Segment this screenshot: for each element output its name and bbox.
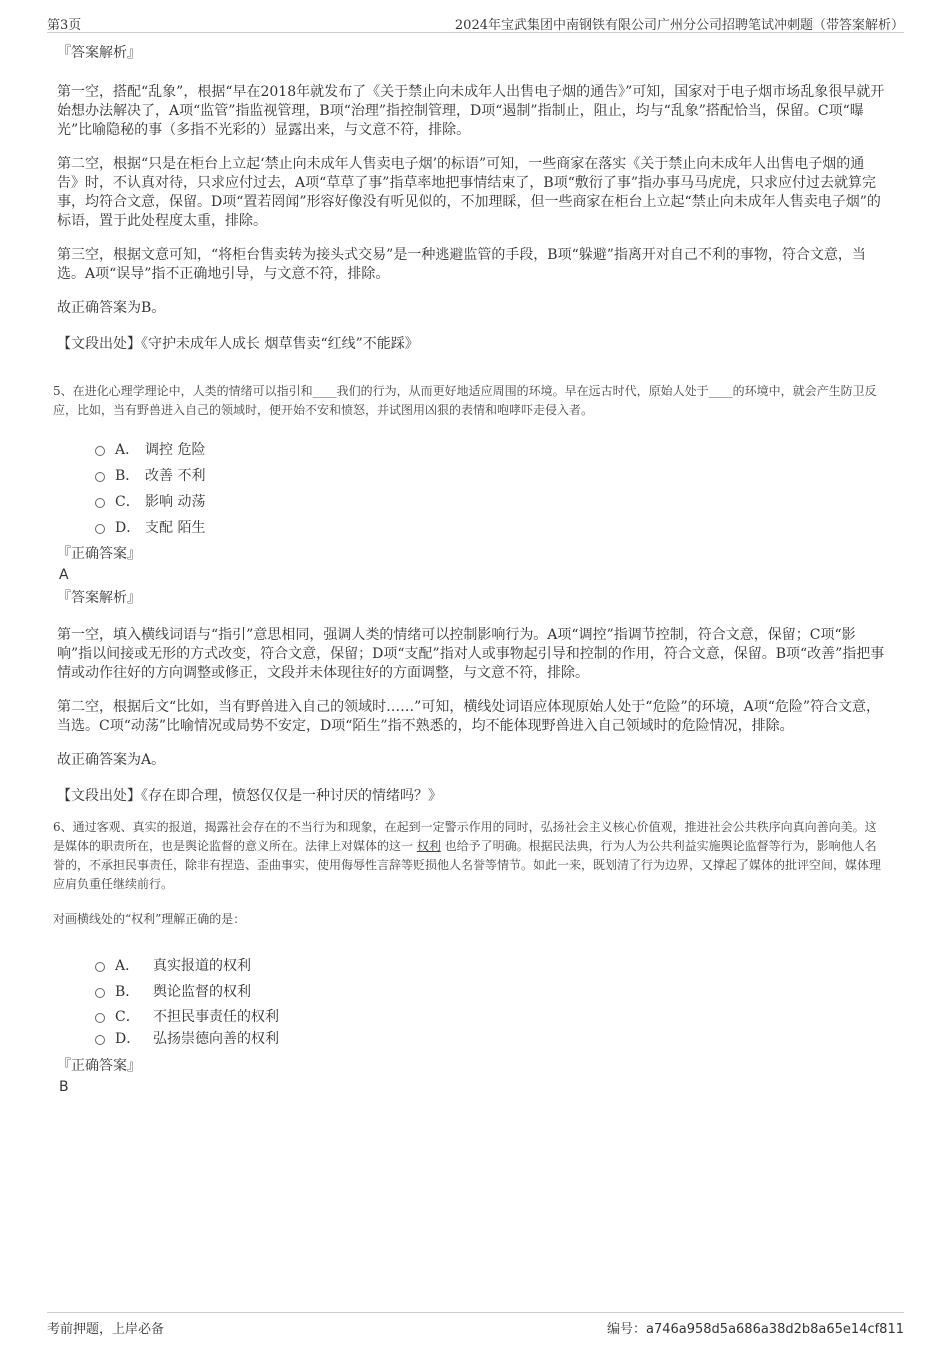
radio-icon[interactable] (95, 498, 105, 508)
q6-prompt: 对画横线处的“权利”理解正确的是： (53, 912, 246, 926)
q6-correct-heading: 『正确答案』 (57, 1058, 141, 1074)
q5-correct-heading: 『正确答案』 (57, 546, 141, 562)
document-code: 编号：a746a958d5a686a38d2b8a65e14cf811 (606, 1322, 904, 1337)
q5-conclusion: 故正确答案为A。 (57, 752, 166, 768)
q6-option-b[interactable]: B． 舆论监督的权利 (95, 979, 885, 1005)
page-footer (47, 1312, 904, 1337)
radio-icon[interactable] (95, 1035, 105, 1045)
q5-option-b[interactable]: B． 改善 不利 (95, 463, 885, 489)
underlined-term: 权利 (416, 839, 441, 853)
page-header (47, 10, 904, 33)
q6-options (95, 953, 885, 1049)
q6-stem: 6、通过客观、真实的报道，揭露社会存在的不当行为和现象，在起到一定警示作用的同时，弘扬社会主义核心价值观，推进社会公共秩序向真向善向美。这是媒体的职责所在，也是舆论监督的意义所在。法律上对媒体的这一 权利 也给予了明确。根据民法典，行为人为公共利益实施舆论监督等行为，影响他人名誉的，不承担民事责任，除非有捏造、歪曲事实，使用侮辱性言辞等贬损他人名誉等情节。如此一来，既划清了行为边界，又撑起了媒体的批评空间，媒体理应肩负重任继续前行。 (53, 820, 882, 891)
q4-analysis-para-3: 第三空，根据文意可知，“将柜台售卖转为接头式交易”是一种逃避监管的手段，B项“躲避”指离开对自己不利的事物，符合文意，当选。A项“误导”指不正确地引导，与文意不符，排除。 (57, 247, 866, 282)
page-number: 第3页 (47, 18, 82, 33)
q5-option-c[interactable]: C． 影响 动荡 (95, 489, 885, 515)
q5-options (95, 437, 885, 541)
q5-option-d[interactable]: D． 支配 陌生 (95, 515, 885, 541)
q5-analysis-heading: 『答案解析』 (57, 590, 141, 606)
q5-option-a[interactable]: A． 调控 危险 (95, 437, 885, 463)
radio-icon[interactable] (95, 1013, 105, 1023)
q4-source: 【文段出处】《守护未成年人成长 烟草售卖“红线”不能踩》 (57, 336, 419, 352)
q6-option-c[interactable]: C． 不担民事责任的权利 (95, 1005, 885, 1029)
document-title: 2024年宝武集团中南钢铁有限公司广州分公司招聘笔试冲刺题（带答案解析） (454, 18, 904, 33)
q5-analysis-para-1: 第一空，填入横线词语与“指引”意思相同，强调人类的情绪可以控制影响行为。A项“调控”指调节控制，符合文意，保留；C项“影响”指以间接或无形的方式改变，符合文意，保留；D项“支配”指对人或事物起引导和控制的作用，符合文意，保留。B项“改善”指把事情或动作往好的方向调整或修正，文段并未体现往好的方面调整，与文意不符，排除。 (57, 627, 885, 681)
q5-correct-answer: A (59, 567, 69, 583)
radio-icon[interactable] (95, 988, 105, 998)
q4-analysis-heading: 『答案解析』 (57, 45, 141, 61)
q4-analysis-para-1: 第一空，搭配“乱象”，根据“早在2018年就发布了《关于禁止向未成年人出售电子烟的通告》”可知，国家对于电子烟市场乱象很早就开始想办法解决了，A项“监管”指监视管理，B项“治理”指控制管理，D项“遏制”指制止，阻止，均与“乱象”搭配恰当，保留。C项“曝光”比喻隐秘的事（多指不光彩的）显露出来，与文意不符，排除。 (57, 84, 885, 138)
radio-icon[interactable] (95, 472, 105, 482)
q5-stem: 5、在进化心理学理论中，人类的情绪可以指引和____我们的行为，从而更好地适应周围的环境。早在远古时代，原始人处于____的环境中，就会产生防卫反应，比如，当有野兽进入自己的领域时，便开始不安和愤怒，并试图用凶狠的表情和咆哮吓走侵入者。 (53, 384, 877, 417)
q4-analysis-para-2: 第二空，根据“只是在柜台上立起‘禁止向未成年人售卖电子烟’的标语”可知，一些商家在落实《关于禁止向未成年人出售电子烟的通告》时，不认真对待，只求应付过去，A项“草草了事”指草率地把事情结束了，B项“敷衍了事”指办事马马虎虎，只求应付过去就算完事，均符合文意，保留。D项“置若罔闻”形容好像没有听见似的，不加理睬，但一些商家在柜台上立起“禁止向未成年人售卖电子烟”的标语，置于此处程度太重，排除。 (57, 156, 881, 229)
radio-icon[interactable] (95, 446, 105, 456)
radio-icon[interactable] (95, 962, 105, 972)
radio-icon[interactable] (95, 524, 105, 534)
q6-correct-answer: B (59, 1079, 69, 1095)
q6-option-d[interactable]: D． 弘扬崇德向善的权利 (95, 1029, 885, 1049)
footer-slogan: 考前押题，上岸必备 (47, 1322, 165, 1337)
q4-conclusion: 故正确答案为B。 (57, 300, 166, 316)
q6-option-a[interactable]: A． 真实报道的权利 (95, 953, 885, 979)
document-content (53, 44, 885, 1101)
q5-source: 【文段出处】《存在即合理，愤怒仅仅是一种讨厌的情绪吗？》 (57, 788, 442, 804)
q5-analysis-para-2: 第二空，根据后文“比如，当有野兽进入自己的领域时……”可知，横线处词语应体现原始人处于“危险”的环境，A项“危险”符合文意，当选。C项“动荡”比喻情况或局势不安定，D项“陌生”指不熟悉的，均不能体现野兽进入自己领域时的危险情况，排除。 (57, 699, 881, 734)
